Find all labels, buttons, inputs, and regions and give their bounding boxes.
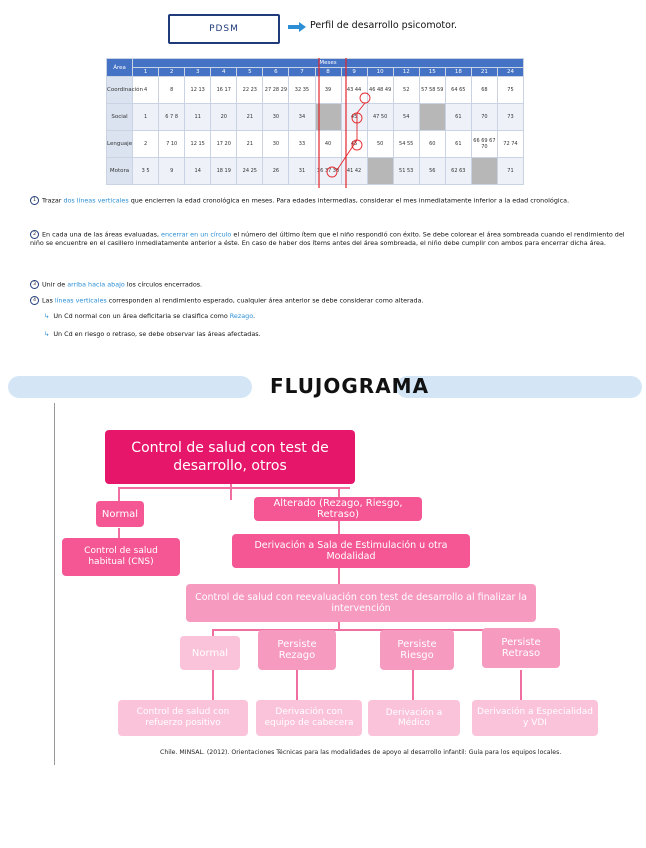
table-cell: 47 50: [367, 104, 393, 131]
flow-reevaluacion: Control de salud con reevaluación con test de desarrollo al finalizar la intervención: [186, 584, 536, 622]
sub-arrow-icon: ↳: [44, 312, 50, 320]
flow-action-cabecera: Derivación con equipo de cabecera: [256, 700, 362, 736]
note-highlight: encerrar en un círculo: [161, 230, 232, 239]
area-label: Lenguaje: [107, 131, 133, 158]
table-cell: 52: [393, 77, 419, 104]
note-text: Unir de: [42, 280, 68, 289]
table-cell: 26: [263, 158, 289, 185]
table-cell: 24 25: [237, 158, 263, 185]
area-header: Área: [107, 59, 133, 77]
subnote-2: ↳ Un Cd en riesgo o retraso, se debe observar las áreas afectadas.: [44, 330, 261, 338]
table-cell: 66 69 67 70: [471, 131, 497, 158]
table-overlay: [0, 0, 646, 200]
table-cell: 33: [289, 131, 315, 158]
table-cell: 62 63: [445, 158, 471, 185]
citation: Chile. MINSAL. (2012). Orientaciones Técnicas para las modalidades de apoyo al desarrollo infantil: Guía para los equipos locales.: [160, 749, 562, 756]
table-cell: 36 37 38: [315, 158, 341, 185]
table-cell: 64 65: [445, 77, 471, 104]
flow-action-medico: Derivación a Médico: [368, 700, 460, 736]
table-cell: 12 13: [185, 77, 211, 104]
table-cell: 61: [445, 104, 471, 131]
note-2: [30, 230, 630, 247]
table-cell: 4: [133, 77, 159, 104]
table-cell: 43 44: [341, 77, 367, 104]
table-cell: 27 28 29: [263, 77, 289, 104]
table-cell: 50: [367, 131, 393, 158]
flow-habitual: Control de salud habitual (CNS): [62, 538, 180, 576]
circle-motora: [327, 167, 337, 177]
flow-outcome-riesgo: Persiste Riesgo: [380, 630, 454, 670]
table-cell: 56: [419, 158, 445, 185]
month-header-cell: 8: [315, 68, 341, 77]
note-number: 2: [30, 230, 39, 239]
subnote-1: ↳ Un Cd normal con un área deficitaria se clasifica como Rezago.: [44, 312, 256, 320]
table-cell: 34: [289, 104, 315, 131]
flow-outcome-rezago: Persiste Rezago: [258, 630, 336, 670]
note-highlight: líneas verticales: [54, 296, 107, 305]
table-cell: 9: [159, 158, 185, 185]
table-cell: 2: [133, 131, 159, 158]
flow-action-refuerzo: Control de salud con refuerzo positivo: [118, 700, 248, 736]
table-cell: 75: [497, 77, 523, 104]
table-cell: 16 17: [211, 77, 237, 104]
flow-outcome-retraso: Persiste Retraso: [482, 628, 560, 668]
month-header-cell: 2: [159, 68, 185, 77]
month-header-cell: 6: [263, 68, 289, 77]
table-cell: 18 19: [211, 158, 237, 185]
connect-line: [337, 103, 365, 170]
table-cell: 71: [497, 158, 523, 185]
note-text: el número del último ítem que el niño respondió con éxito. Se debe colorear el área sombreada cuando el rendimiento del niño se encuentre en el casillero inmediatamente anterior a éste. En caso de haber dos ítems antes del área sombreada, el niño debe cumplir con ambos para encerrar dicha área.: [30, 230, 625, 247]
flow-normal: Normal: [96, 501, 144, 527]
note-4: [30, 296, 630, 305]
note-text: Las: [42, 296, 55, 305]
note-text: Trazar: [42, 196, 64, 205]
note-number: 1: [30, 196, 39, 205]
month-header-cell: 24: [497, 68, 523, 77]
month-header-cell: 18: [445, 68, 471, 77]
table-cell: 8: [159, 77, 185, 104]
note-text: los círculos encerrados.: [124, 280, 203, 289]
table-cell: 20: [211, 104, 237, 131]
table-cell: 21: [237, 104, 263, 131]
pdsm-description: Perfil de desarrollo psicomotor.: [310, 20, 457, 31]
table-cell: 7 10: [159, 131, 185, 158]
table-cell: 45: [341, 131, 367, 158]
section-title: FLUJOGRAMA: [270, 374, 430, 398]
table-cell: 60: [419, 131, 445, 158]
table-cell: 12 15: [185, 131, 211, 158]
flow-alterado: Alterado (Rezago, Riesgo, Retraso): [254, 497, 422, 521]
title-band-left: [8, 376, 252, 398]
note-text: En cada una de las áreas evaluadas,: [42, 230, 162, 239]
month-header-cell: 7: [289, 68, 315, 77]
area-label: Motora: [107, 158, 133, 185]
flow-outcome-normal: Normal: [180, 636, 240, 670]
table-cell: 6 7 8: [159, 104, 185, 131]
note-highlight: dos líneas verticales: [63, 196, 129, 205]
sub-arrow-icon: ↳: [44, 330, 50, 338]
table-cell: 39: [315, 77, 341, 104]
table-cell: 46 48 49: [367, 77, 393, 104]
table-cell: 21: [237, 131, 263, 158]
note-text: que encierren la edad cronológica en meses. Para edades intermedias, considerar el mes inmediatamente inferior a la edad cronológica.: [128, 196, 570, 205]
month-header-cell: 21: [471, 68, 497, 77]
table-cell: 17 20: [211, 131, 237, 158]
table-cell: 45: [341, 104, 367, 131]
flow-action-especialidad: Derivación a Especialidad y VDI: [472, 700, 598, 736]
note-number: 3: [30, 280, 39, 289]
month-header-cell: 10: [367, 68, 393, 77]
table-cell: 68: [471, 77, 497, 104]
table-cell: 41 42: [341, 158, 367, 185]
months-header: Meses: [133, 59, 524, 68]
table-cell: 3 5: [133, 158, 159, 185]
table-cell: 54 55: [393, 131, 419, 158]
table-cell: 54: [393, 104, 419, 131]
table-cell: 14: [185, 158, 211, 185]
table-cell: 70: [471, 104, 497, 131]
area-label: Coordinación: [107, 77, 133, 104]
table-cell: 57 58 59: [419, 77, 445, 104]
table-cell: 73: [497, 104, 523, 131]
table-cell: 30: [263, 104, 289, 131]
table-cell: 31: [289, 158, 315, 185]
table-cell: 51 53: [393, 158, 419, 185]
area-label: Social: [107, 104, 133, 131]
table-cell: 61: [445, 131, 471, 158]
table-cell: 1: [133, 104, 159, 131]
table-cell: 32 35: [289, 77, 315, 104]
month-header-cell: 1: [133, 68, 159, 77]
table-cell: 22 23: [237, 77, 263, 104]
circle-coordinacion: [360, 93, 370, 103]
note-number: 4: [30, 296, 39, 305]
table-cell: 40: [315, 131, 341, 158]
flow-derivacion: Derivación a Sala de Estimulación u otra Modalidad: [232, 534, 470, 568]
table-cell: 11: [185, 104, 211, 131]
title-band-right: [396, 376, 642, 398]
table-cell: 72 74: [497, 131, 523, 158]
note-3: [30, 280, 630, 289]
month-header-cell: 3: [185, 68, 211, 77]
table-cell: 30: [263, 131, 289, 158]
flow-root: Control de salud con test de desarrollo, otros: [105, 430, 355, 484]
month-header-cell: 5: [237, 68, 263, 77]
month-header-cell: 4: [211, 68, 237, 77]
month-header-cell: 15: [419, 68, 445, 77]
pdsm-label: PDSM: [209, 24, 239, 34]
left-margin-line: [54, 403, 55, 765]
note-text: corresponden al rendimiento esperado, cualquier área anterior se debe considerar como alterada.: [106, 296, 424, 305]
month-header-cell: 12: [393, 68, 419, 77]
month-header-cell: 9: [341, 68, 367, 77]
note-highlight: arriba hacia abajo: [67, 280, 125, 289]
note-1: [30, 196, 630, 205]
